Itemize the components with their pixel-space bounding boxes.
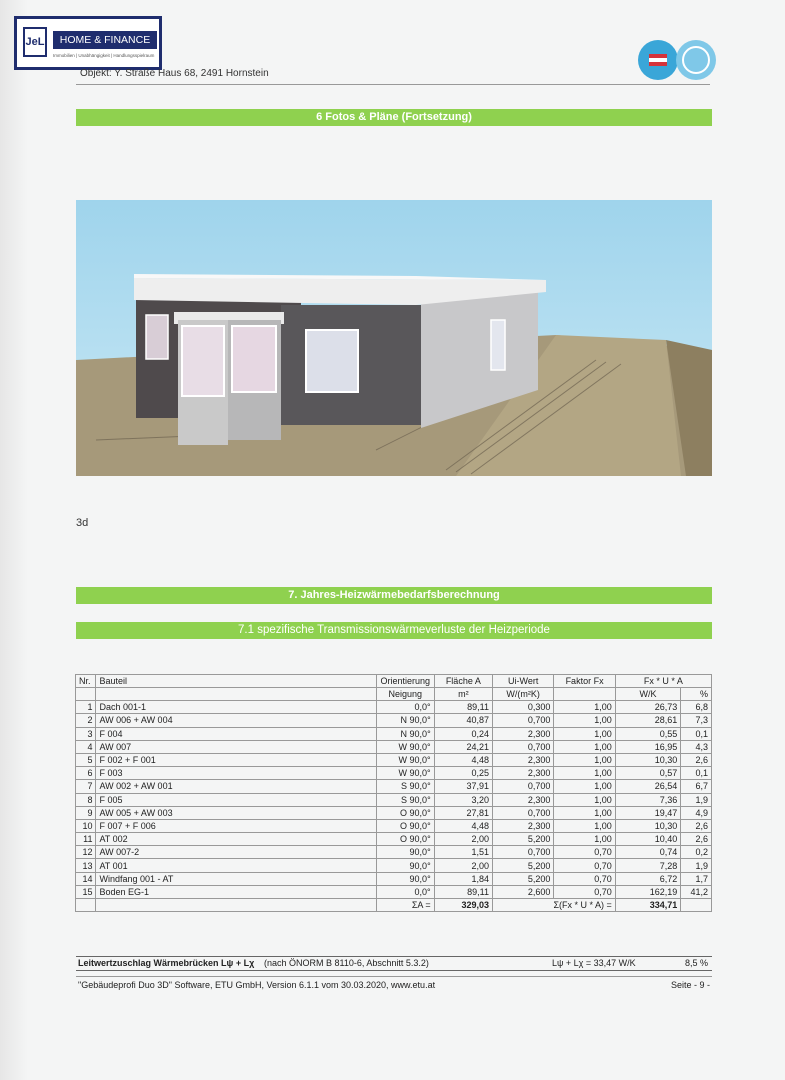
company-logo [14,16,162,70]
row-orientation: W 90,0° [376,753,434,766]
table-row [76,846,712,859]
row-wk: 0,74 [615,846,680,859]
row-factor: 1,00 [554,714,615,727]
row-wk: 16,95 [615,740,680,753]
row-nr: 11 [76,833,96,846]
thermal-bridge-reference: (nach ÖNORM B 8110-6, Abschnitt 5.3.2) [264,958,429,968]
table-row [76,819,712,832]
table-row [76,780,712,793]
image-caption: 3d [76,517,89,529]
footer-divider [76,976,712,977]
table-row [76,793,712,806]
row-orientation: S 90,0° [376,780,434,793]
row-area: 1,84 [434,872,492,885]
row-percent: 2,6 [681,753,712,766]
row-area: 89,11 [434,701,492,714]
row-wk: 26,73 [615,701,680,714]
row-percent: 0,1 [681,767,712,780]
row-orientation: W 90,0° [376,767,434,780]
row-bauteil: F 002 + F 001 [96,753,376,766]
object-address: Objekt: Y. Straße Haus 68, 2491 Hornstein [80,68,269,79]
row-u-value: 5,200 [492,859,553,872]
row-bauteil: Boden EG-1 [96,885,376,898]
row-bauteil: AW 006 + AW 004 [96,714,376,727]
sum-area-value: 329,03 [434,899,492,912]
row-orientation: N 90,0° [376,727,434,740]
col-unit-flaeche: m² [434,688,492,701]
transmission-loss-table [75,674,712,912]
row-nr: 13 [76,859,96,872]
row-area: 4,48 [434,753,492,766]
row-bauteil: AW 007-2 [96,846,376,859]
row-nr: 5 [76,753,96,766]
row-area: 27,81 [434,806,492,819]
col-header-faktor: Faktor Fx [554,675,615,688]
table-row [76,701,712,714]
row-u-value: 2,600 [492,885,553,898]
section-7-1-subtitle: 7.1 spezifische Transmissionswärmeverluste der Heizperiode [76,622,712,639]
row-factor: 1,00 [554,740,615,753]
table-row [76,714,712,727]
row-factor: 0,70 [554,859,615,872]
row-nr: 3 [76,727,96,740]
row-u-value: 0,300 [492,701,553,714]
row-percent: 1,7 [681,872,712,885]
page-edge [0,0,28,1080]
row-orientation: 0,0° [376,885,434,898]
row-area: 1,51 [434,846,492,859]
row-orientation: O 90,0° [376,819,434,832]
thermal-bridge-row [76,956,712,971]
row-u-value: 2,300 [492,793,553,806]
row-u-value: 2,300 [492,753,553,766]
row-u-value: 5,200 [492,872,553,885]
row-area: 89,11 [434,885,492,898]
table-row [76,767,712,780]
table-row [76,859,712,872]
row-percent: 41,2 [681,885,712,898]
row-area: 0,25 [434,767,492,780]
row-orientation: 90,0° [376,872,434,885]
row-percent: 2,6 [681,833,712,846]
row-factor: 0,70 [554,872,615,885]
row-u-value: 0,700 [492,806,553,819]
row-nr: 15 [76,885,96,898]
software-footer: "Gebäudeprofi Duo 3D" Software, ETU GmbH, Version 6.1.1 vom 30.03.2020, www.etu.at [78,980,436,990]
row-factor: 1,00 [554,806,615,819]
col-header-bauteil: Bauteil [96,675,376,688]
row-wk: 0,55 [615,727,680,740]
sum-wk-label: Σ(Fx * U * A) = [492,899,615,912]
row-nr: 1 [76,701,96,714]
table-row [76,727,712,740]
row-factor: 1,00 [554,780,615,793]
row-percent: 6,8 [681,701,712,714]
row-nr: 9 [76,806,96,819]
row-u-value: 0,700 [492,714,553,727]
row-orientation: N 90,0° [376,714,434,727]
thermal-bridge-title: Leitwertzuschlag Wärmebrücken Lψ + Lχ [78,958,255,968]
row-factor: 1,00 [554,819,615,832]
row-u-value: 0,700 [492,740,553,753]
row-nr: 2 [76,714,96,727]
row-bauteil: F 007 + F 006 [96,819,376,832]
row-wk: 0,57 [615,767,680,780]
row-percent: 6,7 [681,780,712,793]
row-wk: 10,30 [615,819,680,832]
row-wk: 28,61 [615,714,680,727]
row-percent: 0,2 [681,846,712,859]
page-number: Seite - 9 - [670,980,710,990]
row-percent: 4,9 [681,806,712,819]
row-nr: 14 [76,872,96,885]
table-row [76,833,712,846]
col-header-nr: Nr. [76,675,96,688]
row-orientation: 90,0° [376,846,434,859]
row-percent: 2,6 [681,819,712,832]
section-6-title: 6 Fotos & Pläne (Fortsetzung) [76,109,712,126]
row-wk: 19,47 [615,806,680,819]
header-divider [76,84,710,85]
row-orientation: 90,0° [376,859,434,872]
row-orientation: O 90,0° [376,833,434,846]
row-u-value: 2,300 [492,767,553,780]
row-bauteil: AT 001 [96,859,376,872]
row-orientation: 0,0° [376,701,434,714]
row-factor: 1,00 [554,753,615,766]
row-bauteil: AT 002 [96,833,376,846]
row-percent: 4,3 [681,740,712,753]
table-row [76,872,712,885]
col-unit-wk: W/K [615,688,680,701]
row-area: 0,24 [434,727,492,740]
col-header-fxua: Fx * U * A [615,675,711,688]
col-unit-uwert: W/(m²K) [492,688,553,701]
austria-flag-badge-icon [638,40,678,80]
row-orientation: W 90,0° [376,740,434,753]
row-nr: 6 [76,767,96,780]
row-factor: 1,00 [554,767,615,780]
row-area: 40,87 [434,714,492,727]
section-7-title: 7. Jahres-Heizwärmebedarfsberechnung [76,587,712,604]
row-percent: 1,9 [681,793,712,806]
sum-wk-value: 334,71 [615,899,680,912]
row-bauteil: Windfang 001 - AT [96,872,376,885]
row-wk: 10,30 [615,753,680,766]
row-factor: 0,70 [554,885,615,898]
row-nr: 7 [76,780,96,793]
row-u-value: 2,300 [492,819,553,832]
col-header-flaeche: Fläche A [434,675,492,688]
col-header-neigung: Neigung [376,688,434,701]
row-bauteil: F 004 [96,727,376,740]
seal-badge-icon [676,40,716,80]
row-bauteil: F 003 [96,767,376,780]
row-area: 24,21 [434,740,492,753]
col-header-orientierung: Orientierung [376,675,434,688]
row-bauteil: AW 005 + AW 003 [96,806,376,819]
table-row [76,806,712,819]
col-header-uwert: Ui-Wert [492,675,553,688]
table-row [76,753,712,766]
row-u-value: 2,300 [492,727,553,740]
row-percent: 7,3 [681,714,712,727]
row-nr: 4 [76,740,96,753]
row-nr: 8 [76,793,96,806]
row-area: 3,20 [434,793,492,806]
row-wk: 162,19 [615,885,680,898]
row-factor: 1,00 [554,833,615,846]
row-nr: 12 [76,846,96,859]
row-u-value: 5,200 [492,833,553,846]
row-area: 2,00 [434,833,492,846]
thermal-bridge-percent: 8,5 % [684,958,708,968]
row-u-value: 0,700 [492,846,553,859]
logo-tagline: Immobilien | Unabhängigkeit | Handlungsspielraum [53,53,155,58]
row-percent: 1,9 [681,859,712,872]
row-wk: 26,54 [615,780,680,793]
row-bauteil: AW 002 + AW 001 [96,780,376,793]
row-factor: 1,00 [554,727,615,740]
row-u-value: 0,700 [492,780,553,793]
row-orientation: O 90,0° [376,806,434,819]
row-area: 37,91 [434,780,492,793]
row-nr: 10 [76,819,96,832]
row-bauteil: F 005 [96,793,376,806]
row-wk: 10,40 [615,833,680,846]
row-factor: 1,00 [554,793,615,806]
row-bauteil: Dach 001-1 [96,701,376,714]
sum-area-label: ΣA = [376,899,434,912]
row-wk: 6,72 [615,872,680,885]
certification-badges [638,40,718,84]
row-factor: 1,00 [554,701,615,714]
table-row [76,740,712,753]
logo-mark: JeL [23,27,47,57]
row-wk: 7,36 [615,793,680,806]
row-factor: 0,70 [554,846,615,859]
row-bauteil: AW 007 [96,740,376,753]
row-percent: 0,1 [681,727,712,740]
thermal-bridge-sum: Lψ + Lχ = 33,47 W/K [552,958,636,968]
row-area: 2,00 [434,859,492,872]
row-orientation: S 90,0° [376,793,434,806]
col-unit-pct: % [681,688,712,701]
table-row [76,885,712,898]
logo-name: HOME & FINANCE [53,31,157,49]
house-3d-render [76,200,712,476]
row-wk: 7,28 [615,859,680,872]
row-area: 4,48 [434,819,492,832]
